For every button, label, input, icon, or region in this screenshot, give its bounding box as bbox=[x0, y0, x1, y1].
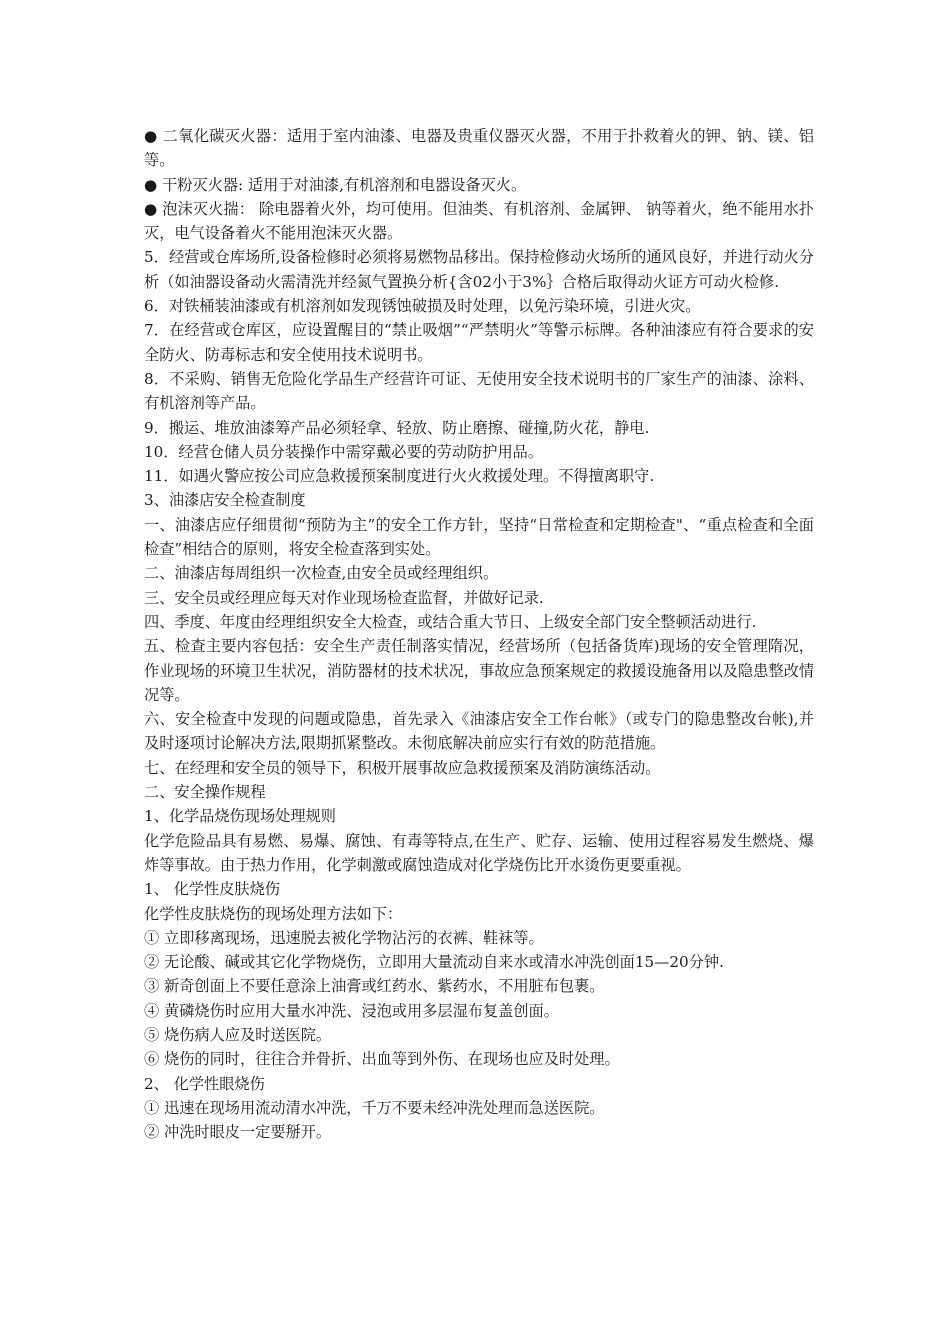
paragraph-inspection-1: 一、油漆店应仔细贯彻“预防为主”的安全工作方针，坚持“日常检查和定期检查"、“重点检查和全面检查”相结合的原则，将安全检查落到实处。 bbox=[144, 515, 814, 559]
paragraph-inspection-2: 二、油漆店每周组织一次检查,由安全员或经理组织。 bbox=[144, 564, 499, 583]
section-heading-inspection: 3、油漆店安全检查制度 bbox=[144, 491, 306, 510]
paragraph-inspection-5: 五、检查主要内容包括：安全生产责任制落实情况，经营场所（包括备货库)现场的安全管理隋况，作业现场的环境卫生状况，消防器材的技术状况，事故应急预案规定的救援设施备用以及隐患整改情况等。 bbox=[144, 637, 814, 704]
paragraph-item-6: 6．对铁桶装油漆或有机溶剂如发现锈蚀破损及时处理，以免污染环境，引进火灾。 bbox=[144, 297, 701, 316]
paragraph-item-5: 5．经营或仓库场所,设备检修时必须将易燃物品移出。保持检修动火场所的通风良好，并进行动火分析（如油器设备动火需清洗并经氮气置换分析{含02小于3%｝合格后取得动火证方可动火检修. bbox=[144, 248, 814, 291]
paragraph-extinguisher-co2: ● 二氧化碳灭火器：适用于室内油漆、电器及贵重仪器灭火器，不用于扑救着火的钾、钠、镁、铝等。 bbox=[144, 127, 814, 170]
paragraph-chemical-burns-intro: 化学危险品具有易燃、易爆、腐蚀、有毒等特点,在生产、贮存、运输、使用过程容易发生燃烧、爆炸等事故。由于热力作用，化学刺激或腐蚀造成对化学烧伤比开水烫伤更要重视。 bbox=[144, 831, 814, 874]
paragraph-inspection-6: 六、安全检查中发现的问题或隐患，首先录入《油漆店安全工作台帐》（或专门的隐患整改台帐),并及时逐项讨论解决方法,限期抓紧整改。未彻底解决前应实行有效的防范措施。 bbox=[144, 710, 814, 753]
list-item-skin-5: ⑤ 烧伤病人应及时送医院。 bbox=[144, 1025, 332, 1044]
paragraph-item-8: 8．不采购、销售无危险化学品生产经营许可证、无使用安全技术说明书的厂家生产的油漆、涂料、有机溶剂等产品。 bbox=[144, 369, 814, 413]
list-item-skin-1: ① 立即移离现场，迅速脱去被化学物沾污的衣裤、鞋袜等。 bbox=[144, 928, 544, 947]
paragraph-item-7: 7．在经营或仓库区，应设置醒目的“禁止吸烟”“严禁明火”等警示标牌。各种油漆应有符合要求的安全防火、防毒标志和安全使用技术说明书。 bbox=[144, 321, 814, 364]
paragraph-extinguisher-foam: ● 泡沫灭火揣： 除电器着火外，均可使用。但油类、有机溶剂、金属钾、 钠等着火，绝不能用水扑灭，电气设备着火不能用泡沫灭火器。 bbox=[144, 199, 814, 243]
paragraph-skin-burns-intro: 化学性皮肤烧伤的现场处理方法如下： bbox=[144, 904, 403, 923]
subheading-skin-burns: 1、 化学性皮肤烧伤 bbox=[144, 880, 280, 899]
paragraph-extinguisher-powder: ● 干粉灭火器: 适用于对油漆,有机溶剂和电器设备灭火。 bbox=[144, 175, 527, 194]
subheading-chemical-burns: 1、化学品烧伤现场处理规则 bbox=[144, 807, 336, 826]
paragraph-item-11: 11．如遇火警应按公司应急救援预案制度进行火火救援处理。不得擅离职守. bbox=[144, 467, 655, 486]
paragraph-inspection-4: 四、季度、年度由经理组织安全大检查，或结合重大节日、上级安全部门安全整顿活动进行. bbox=[144, 612, 757, 631]
paragraph-inspection-3: 三、安全员或经理应每天对作业现场检查监督，并做好记录. bbox=[144, 588, 544, 607]
list-item-skin-2: ② 无论酸、碱或其它化学物烧伤，立即用大量流动自来水或清水冲洗创面15—20分钟. bbox=[144, 953, 724, 972]
list-item-eye-2: ② 冲洗时眼皮一定要掰开。 bbox=[144, 1123, 332, 1142]
paragraph-item-9: 9．搬运、堆放油漆筹产品必须轻拿、轻放、防止磨擦、碰撞,防火花，静电. bbox=[144, 418, 650, 437]
paragraph-inspection-7: 七、在经理和安全员的领导下，积极开展事故应急救援预案及消防演练活动。 bbox=[144, 758, 661, 777]
list-item-skin-6: ⑥ 烧伤的同时，往往合并骨折、出血等到外伤、在现场也应及时处理。 bbox=[144, 1050, 620, 1069]
list-item-skin-3: ③ 新奇创面上不要任意涂上油膏或红药水、紫药水，不用脏布包裹。 bbox=[144, 977, 605, 996]
section-heading-procedures: 二、安全操作规程 bbox=[144, 783, 266, 802]
list-item-skin-4: ④ 黄磷烧伤时应用大量水冲洗、浸泡或用多层湿布复盖创面。 bbox=[144, 1001, 559, 1020]
document-body bbox=[144, 124, 814, 1144]
list-item-eye-1: ① 迅速在现场用流动清水冲洗，千万不要未经冲洗处理而急送医院。 bbox=[144, 1098, 605, 1117]
subheading-eye-burns: 2、 化学性眼烧伤 bbox=[144, 1074, 265, 1093]
paragraph-item-10: 10．经营仓储人员分装操作中需穿戴必要的劳动防护用品。 bbox=[144, 442, 544, 461]
